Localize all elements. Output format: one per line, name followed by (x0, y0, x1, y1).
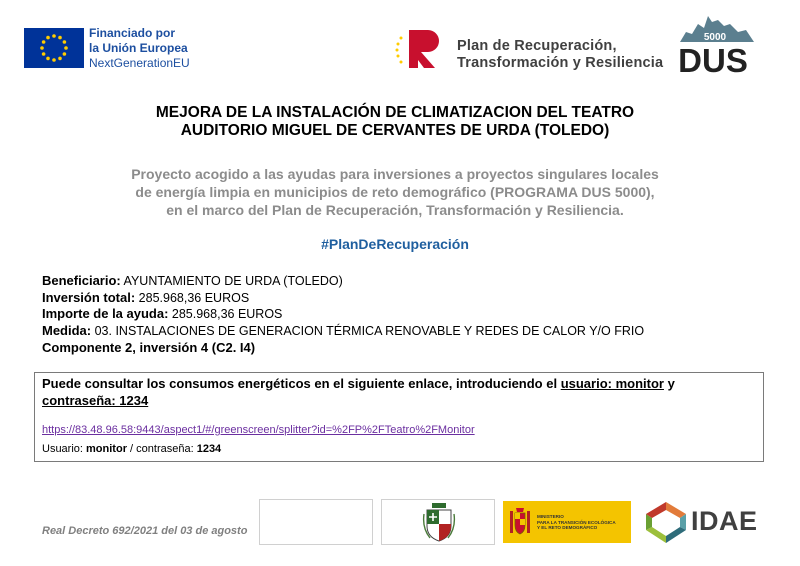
subtitle-line3: en el marco del Plan de Recuperación, Transformación y Resiliencia. (166, 202, 624, 218)
eu-flag-icon (24, 28, 84, 68)
eu-funding-line3: NextGenerationEU (89, 56, 190, 70)
monitor-link[interactable]: https://83.48.96.58:9443/aspect1/#/greenscreen/splitter?id=%2FP%2FTeatro%2FMonitor (42, 424, 475, 436)
componente-row: Componente 2, inversión 4 (C2. I4) (42, 340, 256, 355)
eu-funding-line2: la Unión Europea (89, 41, 188, 55)
medida-label: Medida: (42, 323, 92, 338)
consult-text-part1: Puede consultar los consumos energéticos en el siguiente enlace, introduciendo el (42, 376, 561, 391)
inversion-label: Inversión total: (42, 290, 136, 305)
ministry-text (537, 514, 616, 531)
dus-text: DUS (678, 42, 748, 74)
ministry-logo (503, 501, 631, 543)
prtr-logo-icon (395, 28, 443, 70)
cred-sep: / contraseña: (126, 443, 197, 455)
importe-row (42, 306, 282, 321)
idae-text: IDAE (691, 506, 758, 536)
spain-coat-of-arms-icon (509, 507, 531, 537)
beneficiario-label: Beneficiario: (42, 273, 121, 288)
urda-crest-box (381, 499, 495, 545)
consult-user: usuario: monitor (560, 376, 664, 391)
importe-label: Importe de la ayuda: (42, 306, 169, 321)
hashtag: #PlanDeRecuperación (321, 236, 469, 252)
medida-value: 03. INSTALACIONES DE GENERACION TÉRMICA RENOVABLE Y REDES DE CALOR Y/O FRIO (94, 324, 645, 338)
dus-5000-logo-icon (668, 12, 758, 74)
inversion-row (42, 290, 249, 305)
beneficiario-value: AYUNTAMIENTO DE URDA (TOLEDO) (123, 274, 343, 288)
cred-user: monitor (86, 443, 127, 455)
eu-funding-line1: Financiado por (89, 26, 176, 40)
prtr-line2: Transformación y Resiliencia (457, 55, 664, 71)
consult-text-part2: y (663, 376, 675, 391)
idae-logo-icon (644, 500, 689, 545)
decree-text: Real Decreto 692/2021 del 03 de agosto (42, 525, 248, 537)
ministry-line1: MINISTERIO (537, 514, 564, 519)
urda-crest-icon (422, 502, 456, 542)
consult-text (42, 375, 742, 409)
importe-value: 285.968,36 EUROS (171, 307, 283, 321)
consult-pass: contraseña: 1234 (42, 393, 149, 408)
dus-number: 5000 (703, 32, 727, 43)
ministry-line2: PARA LA TRANSICIÓN ECOLÓGICA (537, 519, 616, 525)
cred-pass: 1234 (196, 443, 222, 455)
page-title-line2: AUDITORIO MIGUEL DE CERVANTES DE URDA (TOLEDO) (180, 122, 610, 139)
subtitle-line1: Proyecto acogido a las ayudas para inversiones a proyectos singulares locales (131, 166, 659, 182)
subtitle-line2: de energía limpia en municipios de reto demográfico (PROGRAMA DUS 5000), (135, 184, 655, 200)
cred-user-label: Usuario: (42, 443, 87, 455)
inversion-value: 285.968,36 EUROS (138, 291, 250, 305)
page-title-line1: MEJORA DE LA INSTALACIÓN DE CLIMATIZACION DEL TEATRO (155, 104, 635, 121)
logo-placeholder-box (259, 499, 373, 545)
consult-box (34, 372, 764, 462)
credentials-line (42, 443, 221, 455)
medida-row (42, 323, 644, 338)
ministry-line3: Y EL RETO DEMOGRÁFICO (537, 525, 598, 530)
prtr-line1: Plan de Recuperación, (457, 38, 617, 54)
beneficiario-row (42, 273, 343, 288)
